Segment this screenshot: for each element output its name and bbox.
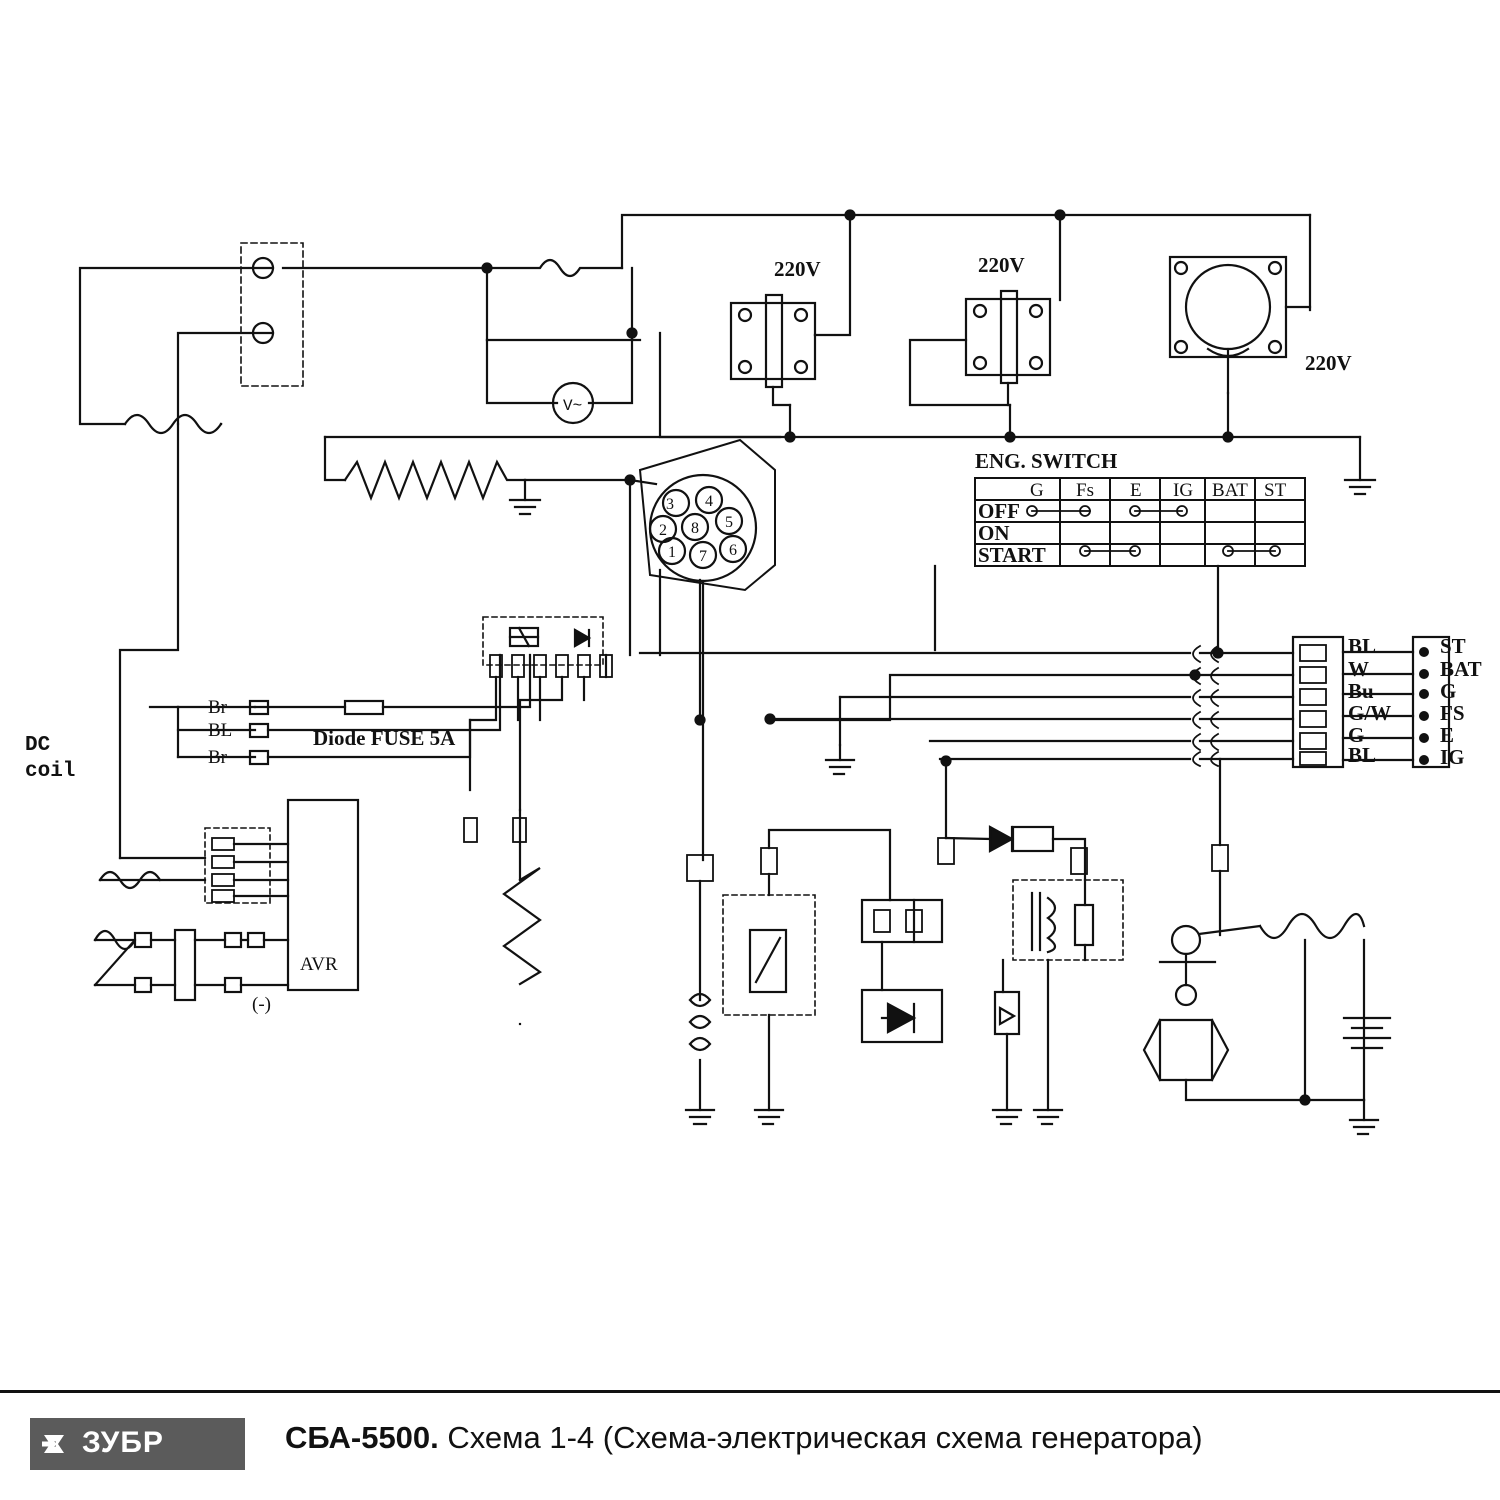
pin-8: 8 — [691, 520, 699, 537]
arrow-logo-icon — [42, 1430, 70, 1458]
avr-label: AVR — [300, 954, 338, 975]
pin-5: 5 — [725, 514, 733, 531]
caption-model: СБА-5500. — [285, 1420, 439, 1455]
dc-coil-label-line2: coil — [25, 760, 76, 783]
harness-right-label-5: E — [1440, 723, 1455, 747]
voltmeter-label: V~ — [563, 397, 583, 415]
eng-switch-col-st: ST — [1264, 480, 1287, 501]
wire-label-br-1: Br — [208, 697, 227, 718]
eng-switch-row-start: START — [978, 543, 1046, 567]
brand-logo — [30, 1418, 245, 1470]
figure-caption — [285, 1420, 1203, 1456]
eng-switch-title: ENG. SWITCH — [975, 449, 1118, 473]
caption-description: Схема 1-4 (Схема-электрическая схема генератора) — [438, 1420, 1203, 1455]
harness-right-label-4: FS — [1440, 701, 1465, 725]
eng-switch-row-on: ON — [978, 521, 1010, 545]
eng-switch-col-e: E — [1130, 480, 1142, 501]
socket-label-2: 220V — [978, 253, 1025, 277]
wire-label-br-2: Br — [208, 747, 227, 768]
wire-label-bl: BL — [208, 720, 233, 741]
harness-left-label-4: G/W — [1348, 701, 1392, 725]
harness-left-label-5: G — [1348, 723, 1365, 747]
socket-label-3: 220V — [1305, 351, 1352, 375]
harness-right-label-2: BAT — [1440, 657, 1482, 681]
harness-left-label-1: BL — [1348, 634, 1377, 658]
pin-2: 2 — [659, 522, 667, 539]
harness-left-label-3: Bu — [1348, 679, 1374, 703]
logo-text: ЗУБР — [82, 1426, 164, 1459]
pin-4: 4 — [705, 493, 713, 510]
eng-switch-col-bat: BAT — [1212, 480, 1248, 501]
socket-label-1: 220V — [774, 257, 821, 281]
diode-fuse-label: Diode FUSE 5A — [313, 726, 456, 750]
minus-label: (-) — [252, 994, 271, 1015]
footer — [0, 1390, 1500, 1500]
harness-left-label-2: W — [1348, 657, 1369, 681]
harness-left-label-6: BL — [1348, 743, 1377, 767]
harness-right-label-3: G — [1440, 679, 1457, 703]
eng-switch-row-off: OFF — [978, 499, 1020, 523]
pin-6: 6 — [729, 542, 737, 559]
pin-3: 3 — [666, 496, 674, 513]
pin-7: 7 — [699, 548, 707, 565]
eng-switch-col-g: G — [1030, 480, 1044, 501]
harness-right-label-6: IG — [1440, 745, 1465, 769]
eng-switch-col-ig: IG — [1173, 480, 1194, 501]
harness-right-label-1: ST — [1440, 634, 1466, 658]
footer-divider — [0, 1390, 1500, 1393]
dc-coil-label-line1: DC — [25, 734, 51, 757]
eng-switch-col-fs: Fs — [1076, 480, 1094, 501]
pin-1: 1 — [668, 544, 676, 561]
